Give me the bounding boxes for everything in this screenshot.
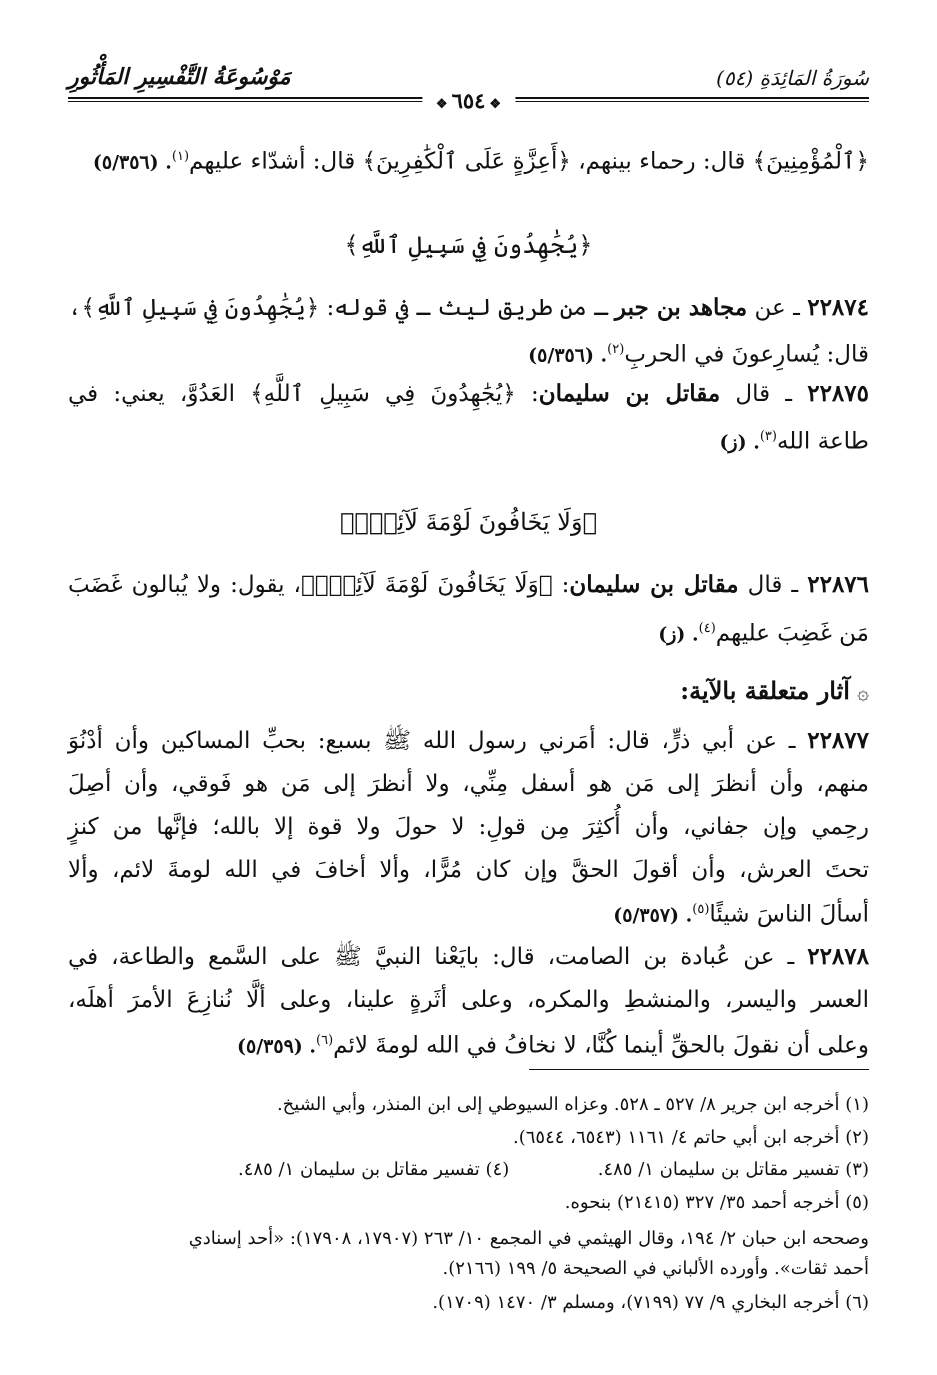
- text-segment: طاعة الله: [776, 428, 869, 455]
- text-line: [68, 333, 869, 373]
- text-line: [68, 420, 869, 460]
- footnote-marker: (١): [171, 149, 190, 164]
- footnote-marker: (٤): [698, 621, 716, 636]
- text-segment: ـ عن أبي ذرٍّ، قال: أمَرني رسول الله ﷺ بسبع: بحبِّ المساكين وأن أدْنُوَ: [68, 728, 808, 754]
- text-segment: ،: [68, 295, 82, 321]
- text-segment: ـ قال: [720, 381, 808, 407]
- quran-quote: ﴿أَعِزَّةٍ عَلَى ٱلْكَٰفِرِينَ﴾: [362, 148, 571, 175]
- volume-reference: . (٥/٣٥٦): [92, 151, 172, 174]
- quran-quote: ﴿يُجَٰهِدُونَ فِي سَبِيلِ ٱللَّهِ﴾: [250, 381, 516, 407]
- text-segment: مَن غَضِبَ عليهم: [715, 620, 869, 647]
- book-title: مَوْسُوعَةُ التَّفْسِيرِ المَأْثُورِ: [68, 64, 291, 90]
- text-line: تحتَ العرش، وأن أقولَ الحقَّ وإن كان مُرًّا، وألا أخافَ في الله لومةَ لائم، وألا: [68, 857, 869, 883]
- text-segment: ـ قال: [738, 572, 808, 598]
- text-segment: ـ من طريق ليث ـ في قوله:: [319, 295, 615, 321]
- narration-number: ٢٢٨٧٥: [807, 380, 869, 407]
- footnote-6: (٦) أخرجه البخاري ٩/ ٧٧ (٧١٩٩)، ومسلم ٣/ ١٤٧٠ (١٧٠٩).: [432, 1292, 869, 1313]
- text-line: [68, 1024, 869, 1064]
- text-line: [68, 140, 869, 180]
- text-segment: ـ عن عُبادة بن الصامت، قال: بايَعْنا النبيَّ ﷺ على السَّمع والطاعة، في: [68, 944, 808, 970]
- volume-reference: . (٥/٣٥٧): [613, 904, 693, 927]
- footnote-marker: (٣): [759, 429, 777, 444]
- verse-heading: ﴿وَلَا يَخَافُونَ لَوْمَةَ لَآئِمٍۚ﴾: [340, 508, 597, 536]
- text-line: العسر واليسر، والمنشطِ والمكره، وعلى أثَرةٍ علينا، وعلى ألَّا نُنازِعَ الأمرَ أهلَه،: [68, 987, 869, 1013]
- text-line: [68, 893, 869, 933]
- narrator-name: مقاتل بن سليمان: [538, 380, 721, 407]
- volume-reference: . (ز): [658, 623, 699, 646]
- narration-22876: [68, 568, 869, 602]
- text-segment: :: [552, 572, 570, 598]
- footnote-marker: (٦): [316, 1033, 334, 1048]
- footnote-5: (٥) أخرجه أحمد ٣٥/ ٣٢٧ (٢١٤١٥) بنحوه.: [564, 1192, 869, 1213]
- text-segment: قال: يُسارِعونَ في الحربِ: [624, 341, 869, 368]
- footnote-3: (٣) تفسير مقاتل بن سليمان ١/ ٤٨٥.: [597, 1159, 869, 1180]
- verse-heading: ﴿يُجَٰهِدُونَ فِي سَبِيلِ ٱللَّهِ﴾: [344, 231, 593, 259]
- narrator-name: مقاتل بن سليمان: [569, 571, 739, 598]
- footnote-separator: [529, 1069, 869, 1070]
- volume-reference: . (٥/٣٥٩): [237, 1035, 317, 1058]
- text-segment: ـ عن: [747, 295, 808, 321]
- text-segment: قال: رحماء بينهم،: [570, 148, 753, 175]
- text-segment: ، يقول: ولا يُبالون غَضَبَ: [68, 572, 301, 598]
- footnote-5-cont: أحمد ثقات». وأورده الألباني في الصحيحة ٥/ ١٩٩ (٢١٦٦).: [442, 1258, 869, 1279]
- section-heading-text: آثار متعلقة بالآية:: [680, 676, 850, 705]
- footnote-4: (٤) تفسير مقاتل بن سليمان ١/ ٤٨٥.: [238, 1159, 510, 1180]
- surah-title: سُورَةُ المَائِدَةِ (٥٤): [716, 66, 869, 90]
- text-segment: العَدُوَّ، يعني: في: [68, 381, 251, 407]
- quran-quote: ﴿يُجَٰهِدُونَ فِي سَبِيلِ ٱللَّهِ﴾: [81, 295, 320, 321]
- text-segment: :: [515, 381, 539, 407]
- volume-reference: . (٥/٣٥٦): [528, 344, 608, 367]
- narration-number: ٢٢٨٧٧: [807, 727, 869, 754]
- footnote-marker: (٥): [692, 902, 710, 917]
- text-line: منهم، وأن أنظرَ إلى مَن هو أسفل مِنِّي، ولا أنظرَ إلى مَن هو فَوقي، وأن أصِلَ: [68, 771, 869, 797]
- narration-number: ٢٢٨٧٨: [807, 943, 869, 970]
- narration-number: ٢٢٨٧٤: [807, 294, 869, 321]
- text-line: رحِمي وإن جفاني، وأن أُكثِرَ مِن قولِ: لا حولَ ولا قوة إلا بالله؛ فإنَّها من كنزٍ: [68, 814, 869, 840]
- narration-number: ٢٢٨٧٦: [807, 571, 870, 598]
- quran-quote: ﴿ٱلْمُؤْمِنِينَ﴾: [752, 148, 869, 175]
- narration-22878: [68, 940, 869, 974]
- footnote-2: (٢) أخرجه ابن أبي حاتم ٤/ ١١٦١ (٦٥٤٣، ٦٥٤٤).: [512, 1127, 869, 1148]
- text-segment: وعلى أن نقولَ بالحقِّ أينما كُنَّا، لا نخافُ في الله لومةَ لائم: [333, 1032, 869, 1059]
- text-line: [68, 612, 869, 652]
- ornament-icon: ❖: [435, 97, 448, 112]
- footnote-row: [68, 1157, 869, 1183]
- volume-reference: . (ز): [719, 431, 760, 454]
- footnote-5-cont: وصححه ابن حبان ٢/ ١٩٤، وقال الهيثمي في المجمع ١٠/ ٢٦٣ (١٧٩٠٧، ١٧٩٠٨): «أحد إسنادي: [188, 1228, 869, 1249]
- footnote-marker: (٢): [607, 342, 625, 357]
- narrator-name: مجاهد بن جبر: [614, 294, 748, 321]
- page-number: ❖٦٥٤❖: [422, 88, 515, 113]
- narration-22874: [68, 291, 869, 325]
- quran-quote: ﴿وَلَا يَخَافُونَ لَوْمَةَ لَآئِمٍۚ﴾: [300, 572, 553, 598]
- narration-22875: [68, 377, 869, 411]
- section-heading: [68, 674, 869, 709]
- star-icon: ۞: [857, 680, 869, 704]
- text-segment: أسألَ الناسَ شيئًا: [709, 901, 869, 928]
- text-segment: قال: أشدّاء عليهم: [189, 148, 363, 175]
- narration-22877: [68, 724, 869, 758]
- footnote-1: (١) أخرجه ابن جرير ٨/ ٥٢٧ ـ ٥٢٨. وعزاه السيوطي إلى ابن المنذر، وأبي الشيخ.: [276, 1094, 869, 1115]
- ornament-icon: ❖: [489, 97, 502, 112]
